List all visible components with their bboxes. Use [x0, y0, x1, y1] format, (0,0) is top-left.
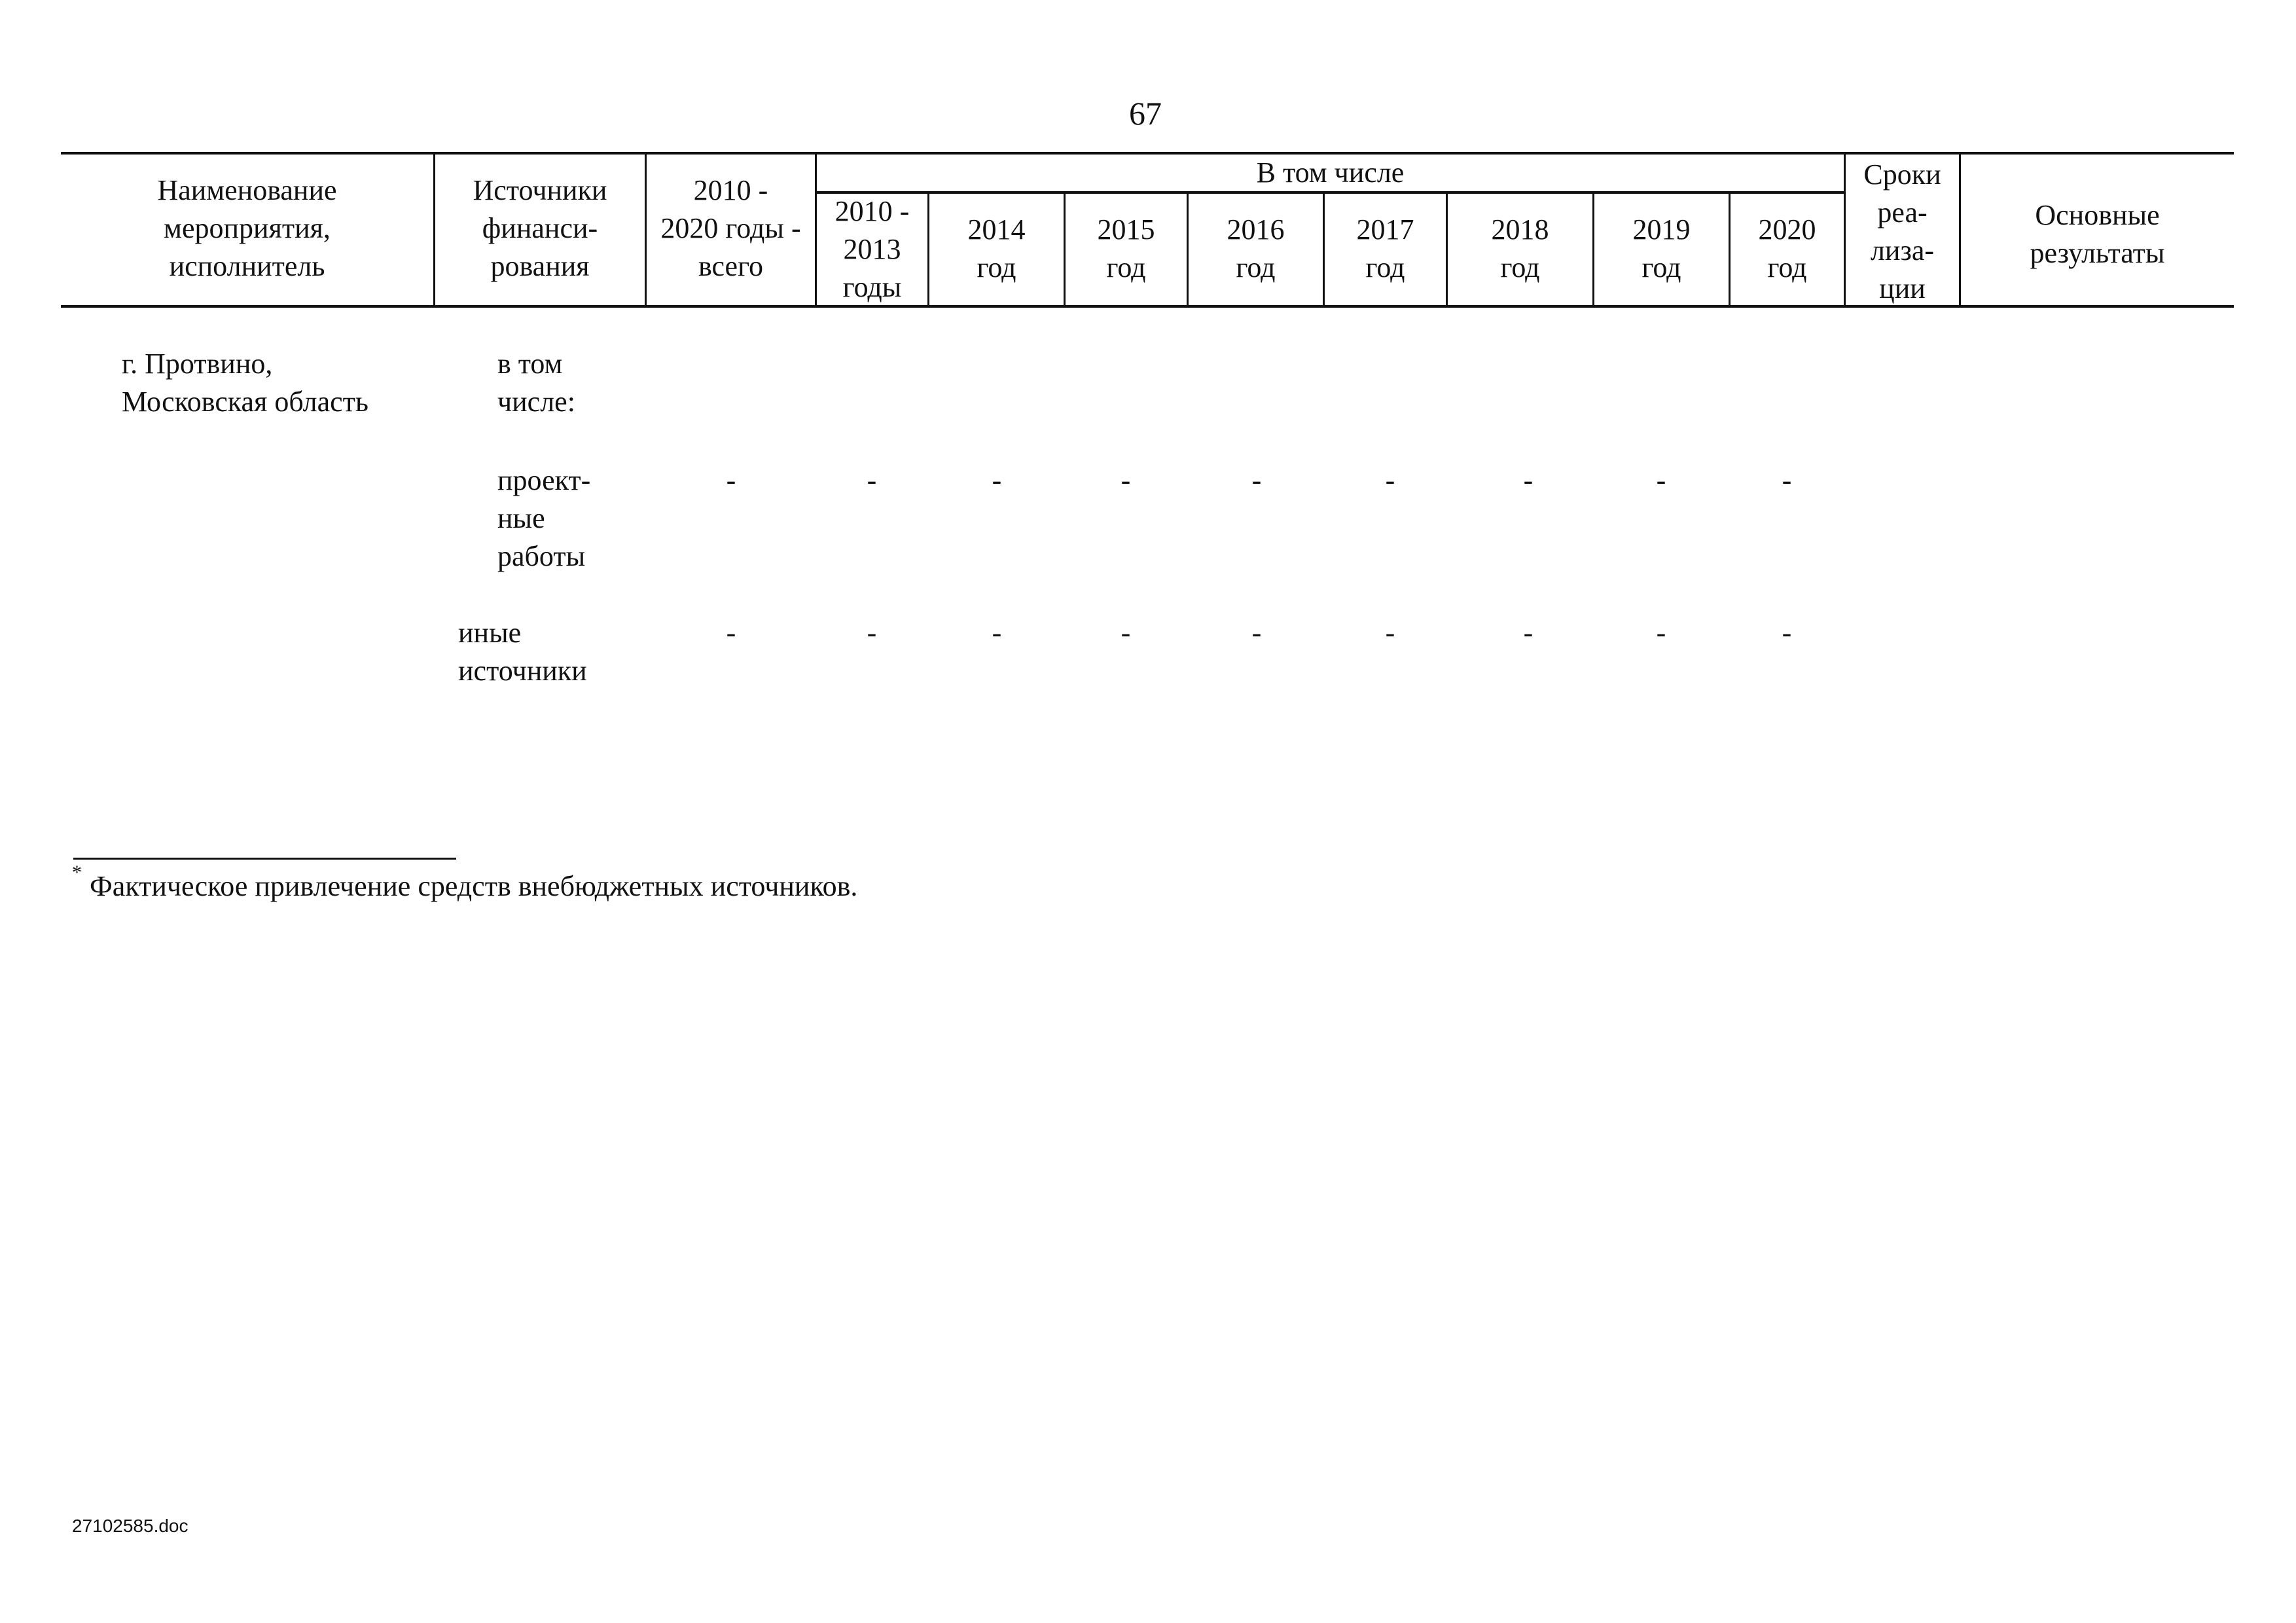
value-total: -	[726, 464, 736, 496]
header-including: В том числе	[1256, 156, 1405, 189]
header-sources: Источники финанси- рования	[473, 174, 607, 282]
value-2016: -	[1251, 464, 1262, 496]
value-2018: -	[1523, 464, 1534, 496]
header-year-2020: 2020 год	[1758, 213, 1816, 283]
header-year-2019: 2019 год	[1632, 213, 1691, 283]
header-year-2017: 2017 год	[1356, 213, 1414, 283]
source-project-works: проект- ные работы	[497, 464, 591, 572]
header-year-2018: 2018 год	[1491, 213, 1549, 283]
header-total: 2010 - 2020 годы - всего	[660, 174, 801, 282]
value-2015: -	[1121, 617, 1131, 649]
value-2018: -	[1523, 617, 1534, 649]
source-other: иные источники	[458, 617, 587, 687]
footnote-rule	[73, 858, 456, 860]
value-total: -	[726, 617, 736, 649]
value-2010-2013: -	[867, 464, 877, 496]
value-2020: -	[1782, 464, 1792, 496]
file-name: 27102585.doc	[72, 1516, 188, 1536]
value-2016: -	[1251, 617, 1262, 649]
value-2019: -	[1656, 464, 1666, 496]
header-year-2014: 2014 год	[967, 213, 1026, 283]
header-year-2016: 2016 год	[1227, 213, 1285, 283]
value-2017: -	[1385, 617, 1395, 649]
value-2017: -	[1385, 464, 1395, 496]
header-terms: Сроки реа- лиза- ции	[1863, 158, 1941, 304]
header-name: Наименование мероприятия, исполнитель	[157, 174, 337, 282]
value-2020: -	[1782, 617, 1792, 649]
page-number: 67	[1129, 95, 1162, 132]
executor-cell: г. Протвино, Московская область	[122, 348, 368, 418]
value-2014: -	[992, 464, 1002, 496]
header-year-2015: 2015 год	[1097, 213, 1155, 283]
value-2019: -	[1656, 617, 1666, 649]
footnote-text: Фактическое привлечение средств внебюджетных источников.	[90, 870, 858, 902]
value-2015: -	[1121, 464, 1131, 496]
footnote-mark: *	[72, 862, 82, 883]
header-year-2010-2013: 2010 - 2013 годы	[834, 195, 910, 303]
source-including: в том числе:	[497, 348, 575, 418]
header-results: Основные результаты	[2030, 199, 2165, 269]
value-2014: -	[992, 617, 1002, 649]
value-2010-2013: -	[867, 617, 877, 649]
